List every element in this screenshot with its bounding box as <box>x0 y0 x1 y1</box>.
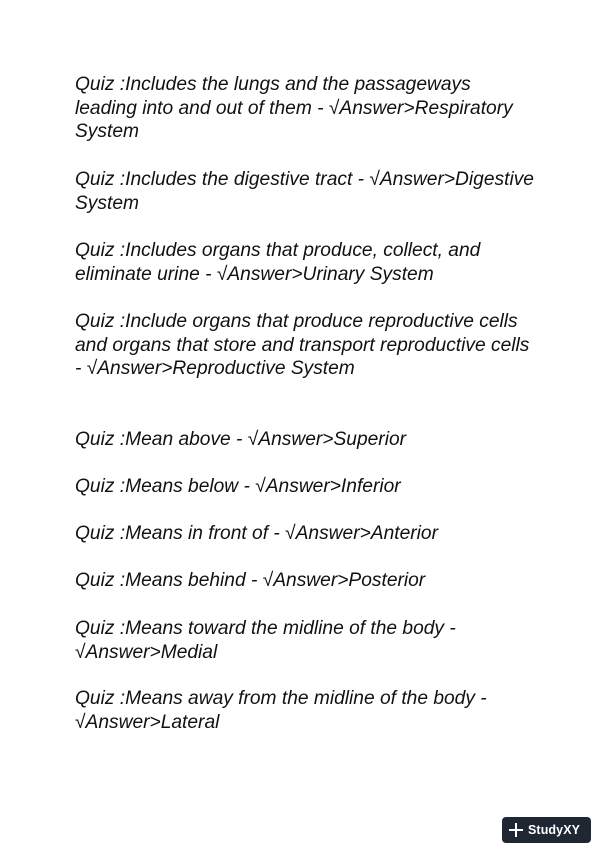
quiz-item: Quiz :Means away from the midline of the body - √Answer>Lateral <box>75 688 487 733</box>
quiz-item: Quiz :Includes the digestive tract - √Answer>Digestive System <box>75 169 534 214</box>
studyxy-badge[interactable] <box>502 817 591 843</box>
quiz-item: Quiz :Means below - √Answer>Inferior <box>75 476 401 497</box>
quiz-item: Quiz :Means toward the midline of the body - √Answer>Medial <box>75 618 456 663</box>
quiz-item: Quiz :Means in front of - √Answer>Anterior <box>75 523 438 544</box>
quiz-item: Quiz :Includes organs that produce, collect, and eliminate urine - √Answer>Urinary System <box>75 240 481 285</box>
quiz-item: Quiz :Means behind - √Answer>Posterior <box>75 570 426 591</box>
quiz-item: Quiz :Includes the lungs and the passageways leading into and out of them - √Answer>Respiratory System <box>75 74 513 143</box>
brand-logo-text: StudyXY <box>528 823 581 837</box>
quiz-item: Quiz :Mean above - √Answer>Superior <box>75 429 407 450</box>
plus-icon <box>509 823 523 837</box>
quiz-item: Quiz :Include organs that produce reproductive cells and organs that store and transport reproductive cells - √Answer>Reproductive System <box>75 311 530 380</box>
